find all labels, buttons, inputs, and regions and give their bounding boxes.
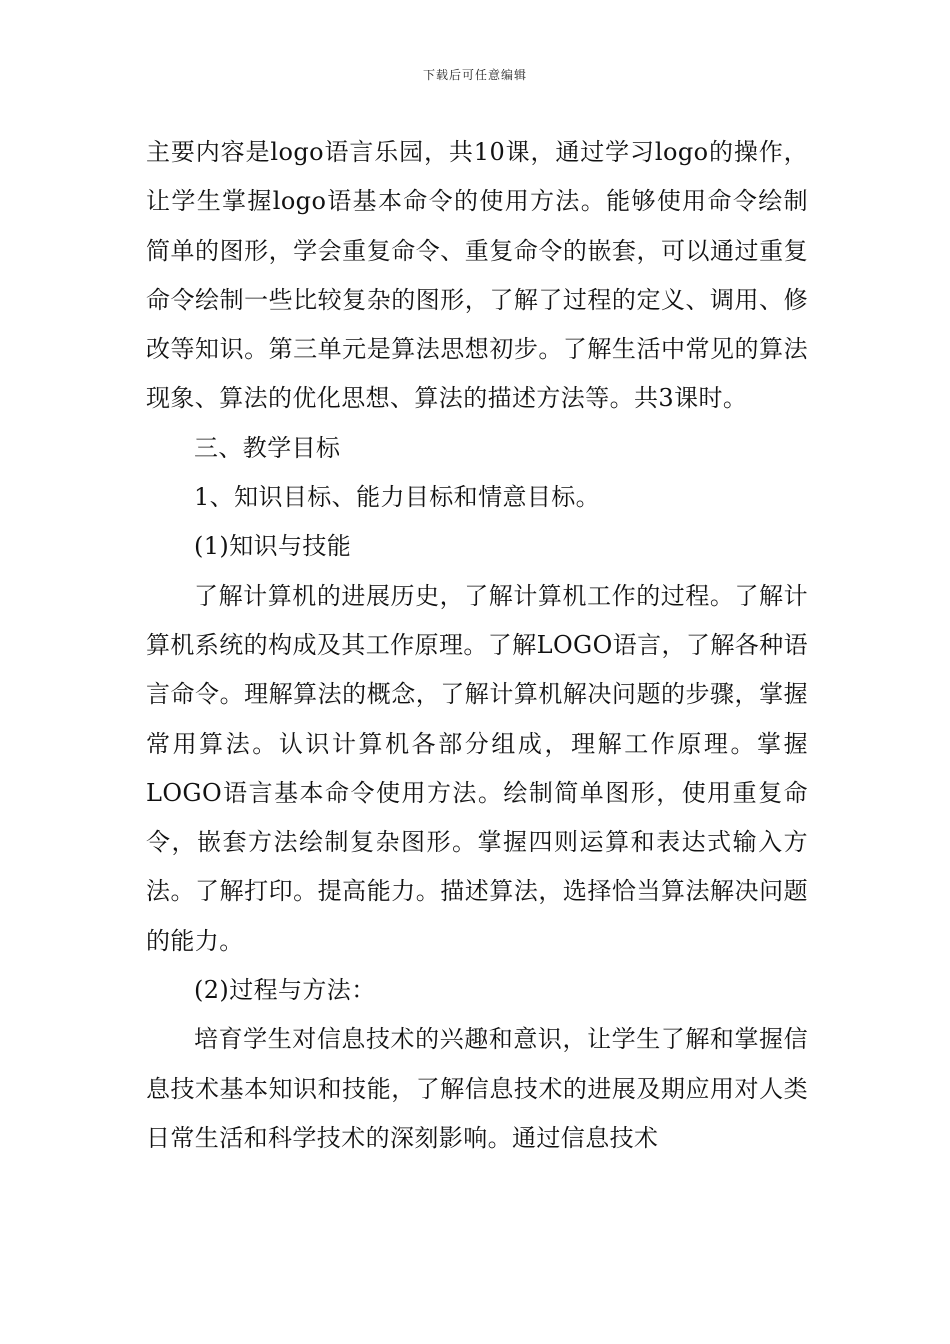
page-header: 下载后可任意编辑 [422, 68, 527, 82]
paragraph-course-content: 主要内容是logo语言乐园，共10课，通过学习logo的操作，让学生掌握logo语基本命令的使用方法。能够使用命令绘制简单的图形，学会重复命令、重复命令的嵌套，可以通过重复命令绘制一些比较复杂的图形，了解了过程的定义、调用、修改等知识。第三单元是算法思想初步。了解生活中常见的算法现象、算法的优化思想、算法的描述方法等。共3课时。 [146, 138, 808, 413]
subheading-process-methods: (2)过程与方法： [194, 976, 376, 1005]
paragraph-knowledge-skills: 了解计算机的进展历史，了解计算机工作的过程。了解计算机系统的构成及其工作原理。了解LOGO语言，了解各种语言命令。理解算法的概念，了解计算机解决问题的步骤，掌握常用算法。认识计算机各部分组成，理解工作原理。掌握LOGO语言基本命令使用方法。绘制简单图形，使用重复命令，嵌套方法绘制复杂图形。掌握四则运算和表达式输入方法。了解打印。提高能力。描述算法，选择恰当算法解决问题的能力。 [146, 581, 808, 955]
paragraph-process-methods: 培育学生对信息技术的兴趣和意识，让学生了解和掌握信息技术基本知识和技能，了解信息技术的进展及期应用对人类日常生活和科学技术的深刻影响。通过信息技术 [146, 1025, 808, 1152]
section-heading-teaching-goals: 三、教学目标 [194, 433, 341, 462]
document-body [146, 128, 808, 1163]
subheading-knowledge-skills: (1)知识与技能 [194, 532, 352, 561]
subheading-goal-types: 1、知识目标、能力目标和情意目标。 [194, 483, 601, 512]
